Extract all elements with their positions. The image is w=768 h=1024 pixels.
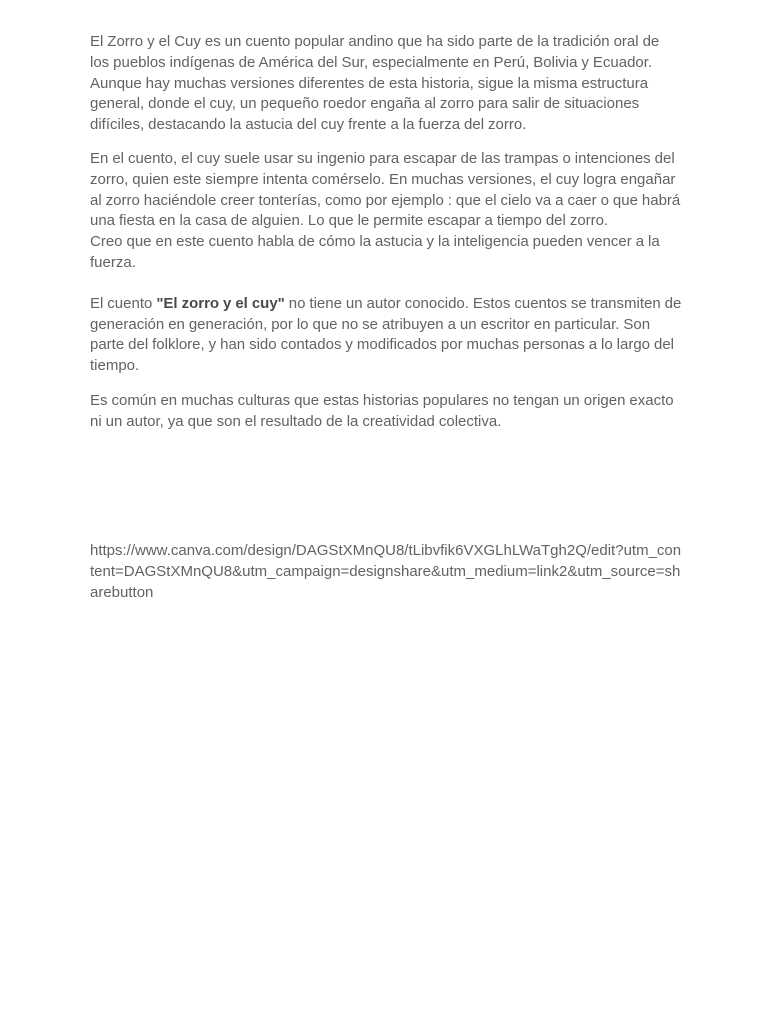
paragraph-conclusion: Es común en muchas culturas que estas historias populares no tengan un origen exacto ni un autor, ya que son el resultado de la creatividad colectiva. xyxy=(90,391,674,430)
paragraph-opinion: Creo que en este cuento habla de cómo la astucia y la inteligencia pueden vencer a la fuerza. xyxy=(90,233,660,271)
canva-link[interactable]: https://www.canva.com/design/DAGStXMnQU8/tLibvfik6VXGLhLWaTgh2Q/edit?utm_content=DAGStXMnQU8&utm_campaign=designshare&utm_medium=link2&utm_source=sharebutton xyxy=(90,542,682,601)
paragraph-author-prefix: El cuento xyxy=(90,294,157,312)
paragraph-intro: El Zorro y el Cuy es un cuento popular andino que ha sido parte de la tradición oral de los pueblos indígenas de América del Sur, especialmente en Perú, Bolivia y Ecuador. Aunque hay muchas versiones diferentes de esta historia, sigue la misma estructura general, donde el cuy, un pequeño roedor engaña al zorro para salir de situaciones difíciles, destacando la astucia del cuy frente a la fuerza del zorro. xyxy=(90,33,660,134)
paragraph-story-summary: En el cuento, el cuy suele usar su ingenio para escapar de las trampas o intenciones del zorro, quien este siempre intenta comérselo. En muchas versiones, el cuy logra engañar al zorro haciéndole creer tonterías, como por ejemplo : que el cielo va a caer o que habrá una fiesta en la casa de alguien. Lo que le permite escapar a tiempo del zorro. xyxy=(90,149,681,230)
paragraph-author-suffix: no tiene un autor conocido. Estos cuentos se transmiten de generación en generación, por lo que no se atribuyen a un escritor en particular. Son parte del folklore, y han sido contados y modificados por muchas personas a lo largo del tiempo. xyxy=(90,294,682,375)
paragraph-author xyxy=(90,294,682,377)
document-body xyxy=(90,32,682,433)
story-title-bold: "El zorro y el cuy" xyxy=(156,294,285,312)
